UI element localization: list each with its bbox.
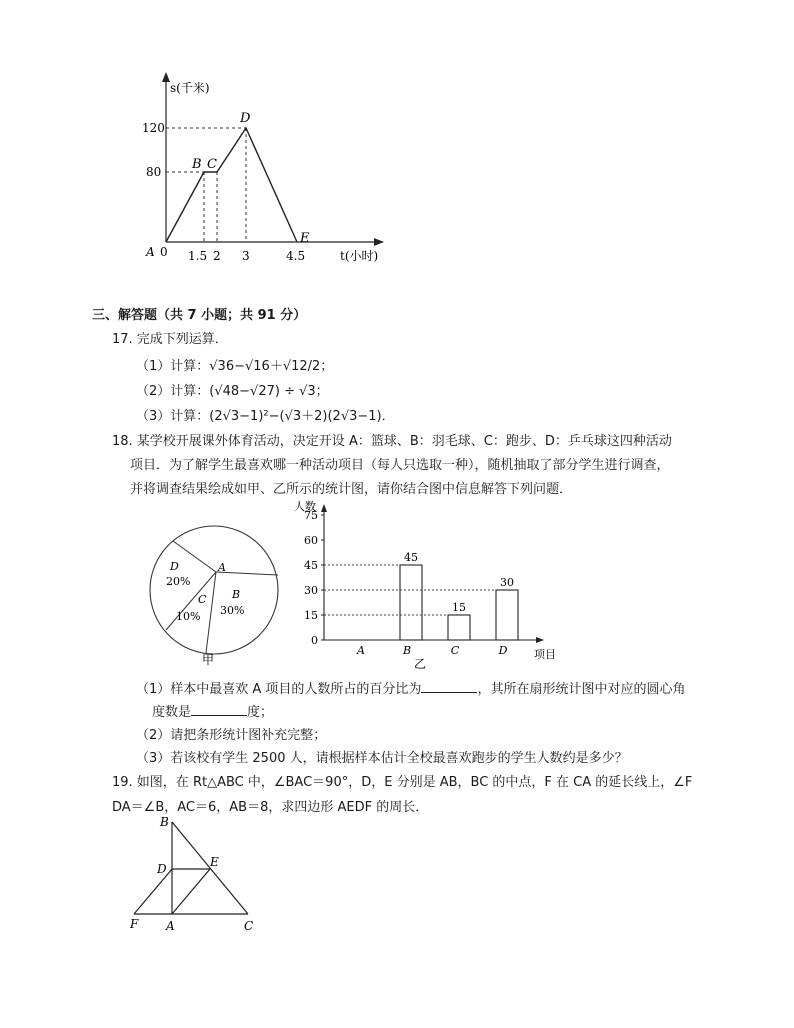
ytick-120: 120 <box>142 121 165 135</box>
q19-line2: DA＝∠B，AC＝6，AB＝8，求四边形 AEDF 的周长． <box>112 800 429 815</box>
bar-value-B: 45 <box>404 551 418 564</box>
pie-divider-1 <box>173 541 216 572</box>
bar-chart <box>280 496 570 672</box>
point-D: D <box>240 111 251 126</box>
point-B: B <box>192 157 202 172</box>
pie-label-B: B <box>232 588 241 601</box>
q18-sub1-line1 <box>136 680 685 700</box>
label-D: D <box>157 862 167 876</box>
y-axis-label: s(千米) <box>170 81 210 95</box>
point-C: C <box>207 157 217 172</box>
pie-label-A: A <box>218 561 226 574</box>
q17-part3: （3）计算：(2√3−1)²−(√3＋2)(2√3−1)． <box>136 409 395 424</box>
x-axis-arrow <box>374 238 384 246</box>
answer-blank-angle[interactable] <box>191 703 247 716</box>
origin-0: 0 <box>160 245 168 259</box>
q17-part2: （2）计算：(√48−√27) ÷ √3； <box>136 384 329 399</box>
q18-sub3: （3）若该校有学生 2500 人，请根据样本估计全校最喜欢跑步的学生人数约是多少？ <box>136 751 628 766</box>
pie-percent-C: 10% <box>176 610 201 623</box>
ytick-80: 80 <box>146 165 162 179</box>
label-E: E <box>210 855 219 869</box>
label-C: C <box>244 919 254 933</box>
q18-sub1b: ，其所在扇形统计图中对应的圆心角 <box>477 682 686 697</box>
ytick-label-60: 60 <box>304 534 318 547</box>
pie-chart <box>140 524 290 666</box>
q18-line3: 并将调查结果绘成如甲、乙所示的统计图，请你结合图中信息解答下列问题． <box>130 482 573 497</box>
answer-blank-percent[interactable] <box>421 680 477 693</box>
pie-divider-3 <box>206 572 216 653</box>
q18-line2: 项目．为了解学生最喜欢哪一种活动项目（每人只选取一种），随机抽取了部分学生进行调查， <box>130 458 670 473</box>
ytick-label-75: 75 <box>304 509 318 522</box>
q18-sub1d: 度； <box>247 705 274 720</box>
bar-caption: 乙 <box>414 657 427 671</box>
pie-percent-B: 30% <box>220 604 245 617</box>
ytick-label-30: 30 <box>304 584 318 597</box>
pie-label-C: C <box>198 593 207 606</box>
q18-sub1c: 度数是 <box>152 705 192 720</box>
travel-path <box>166 128 297 242</box>
q18-sub1a: （1）样本中最喜欢 A 项目的人数所占的百分比为 <box>136 682 422 697</box>
q17-part1: （1）计算：√36−√16＋√12/2； <box>136 359 334 374</box>
label-F: F <box>130 917 139 931</box>
q18-sub1-line2 <box>152 703 273 723</box>
xtick-1.5: 1.5 <box>188 249 208 263</box>
xtick-3: 3 <box>242 249 250 263</box>
pie-percent-D: 20% <box>166 575 191 588</box>
distance-time-graph <box>130 66 410 266</box>
bar-value-C: 15 <box>452 601 466 614</box>
q17-stem: 17. 完成下列运算． <box>112 332 228 347</box>
bar-category-A: A <box>357 644 365 657</box>
bar-category-D: D <box>498 644 508 657</box>
bar-category-C: C <box>450 644 460 657</box>
xtick-4.5: 4.5 <box>286 249 306 263</box>
x-axis-label: t(小时) <box>340 249 379 263</box>
label-B: B <box>160 815 169 829</box>
bar-value-D: 30 <box>500 576 514 589</box>
q19-line1: 19. 如图，在 Rt△ABC 中，∠BAC＝90°，D，E 分别是 AB，BC 的中点，F 在 CA 的延长线上，∠F <box>112 775 693 790</box>
bar-D <box>496 590 518 640</box>
ytick-label-15: 15 <box>304 609 318 622</box>
bar-x-arrow <box>536 637 544 643</box>
bar-ylabel: 人数 <box>294 500 316 513</box>
bar-category-B: B <box>402 644 412 657</box>
pie-label-D: D <box>170 560 179 573</box>
bar-xlabel: 项目 <box>534 648 556 661</box>
bar-y-arrow <box>321 504 327 512</box>
q18-sub2: （2）请把条形统计图补充完整； <box>136 728 327 743</box>
q18-line1: 18. 某学校开展课外体育活动，决定开设 A：篮球、B：羽毛球、C：跑步、D：乒乓球这四种活动 <box>112 434 672 449</box>
y-axis-arrow <box>162 72 170 82</box>
point-E: E <box>300 231 310 246</box>
point-A: A <box>146 245 155 259</box>
label-A: A <box>166 919 175 933</box>
triangle-figure <box>124 812 264 938</box>
bar-B <box>400 565 422 640</box>
ytick-label-0: 0 <box>311 634 318 647</box>
section-title: 三、解答题（共 7 小题；共 91 分） <box>92 308 307 323</box>
xtick-2: 2 <box>213 249 221 263</box>
segment-AE <box>172 869 210 914</box>
ytick-label-45: 45 <box>304 559 318 572</box>
pie-caption: 甲 <box>202 653 215 666</box>
bar-C <box>448 615 470 640</box>
